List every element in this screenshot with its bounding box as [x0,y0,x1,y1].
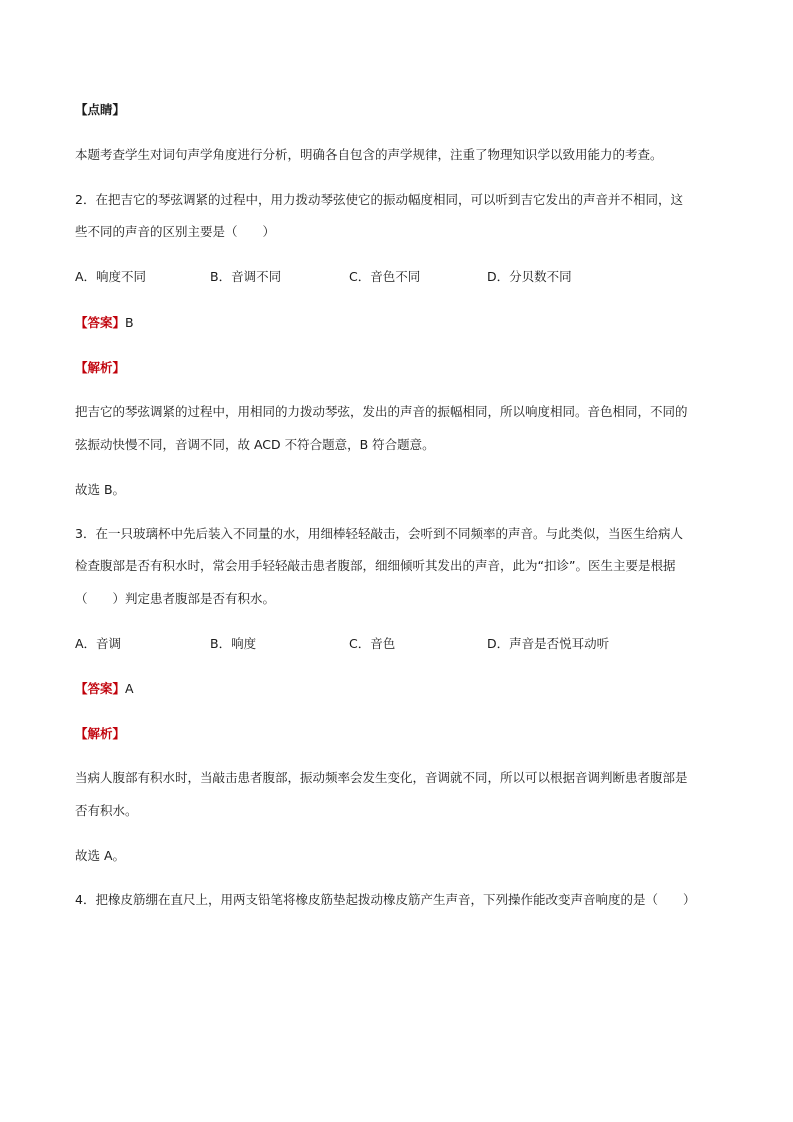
q3-answer [75,679,134,699]
q3-analysis-line-1: 当病人腹部有积水时，当敲击患者腹部，振动频率会发生变化，音调就不同，所以可以根据音调判断患者腹部是 [75,770,688,785]
q2-option-d: D．分贝数不同 [487,269,572,284]
q2-option-a: A．响度不同 [75,269,147,284]
q3-option-d: D．声音是否悦耳动听 [487,636,610,651]
q3-option-b: B．响度 [210,636,257,651]
tip-text: 本题考查学生对词句声学角度进行分析，明确各自包含的声学规律，注重了物理知识学以致用能力的考查。 [75,147,663,162]
q2-conclusion: 故选 B。 [75,482,126,497]
question-2-line-1: 2．在把吉它的琴弦调紧的过程中，用力拨动琴弦使它的振动幅度相同，可以听到吉它发出的声音并不相同，这 [75,192,683,207]
q3-option-c: C．音色 [349,636,396,651]
question-2-line-2: 些不同的声音的区别主要是（ ） [75,224,276,239]
q3-conclusion: 故选 A。 [75,848,126,863]
question-3-line-3: （ ）判定患者腹部是否有积水。 [75,591,276,606]
question-4-line-1: 4．把橡皮筋绷在直尺上，用两支铅笔将橡皮筋垫起拨动橡皮筋产生声音，下列操作能改变声音响度的是（ ） [75,892,696,907]
question-3-line-2: 检查腹部是否有积水时，常会用手轻轻敲击患者腹部，细细倾听其发出的声音，此为“扣诊”。医生主要是根据 [75,558,676,573]
q3-analysis-line-2: 否有积水。 [75,803,138,818]
q2-analysis-line-1: 把吉它的琴弦调紧的过程中，用相同的力拨动琴弦，发出的声音的振幅相同，所以响度相同。音色相同，不同的 [75,404,688,419]
q2-answer-value: B [125,315,134,330]
tip-label: 【点睛】 [75,102,126,117]
q2-option-b: B．音调不同 [210,269,282,284]
q2-answer [75,313,134,333]
q2-option-c: C．音色不同 [349,269,421,284]
q3-option-a: A．音调 [75,636,122,651]
q2-analysis-label: 【解析】 [75,360,126,375]
q3-analysis-label: 【解析】 [75,726,126,741]
q2-analysis-line-2: 弦振动快慢不同，音调不同，故 ACD 不符合题意，B 符合题意。 [75,437,435,452]
q3-answer-value: A [125,681,134,696]
q2-answer-label: 【答案】 [75,315,126,330]
question-3-line-1: 3．在一只玻璃杯中先后装入不同量的水，用细棒轻轻敲击，会听到不同频率的声音。与此类似，当医生给病人 [75,526,683,541]
q3-answer-label: 【答案】 [75,681,126,696]
